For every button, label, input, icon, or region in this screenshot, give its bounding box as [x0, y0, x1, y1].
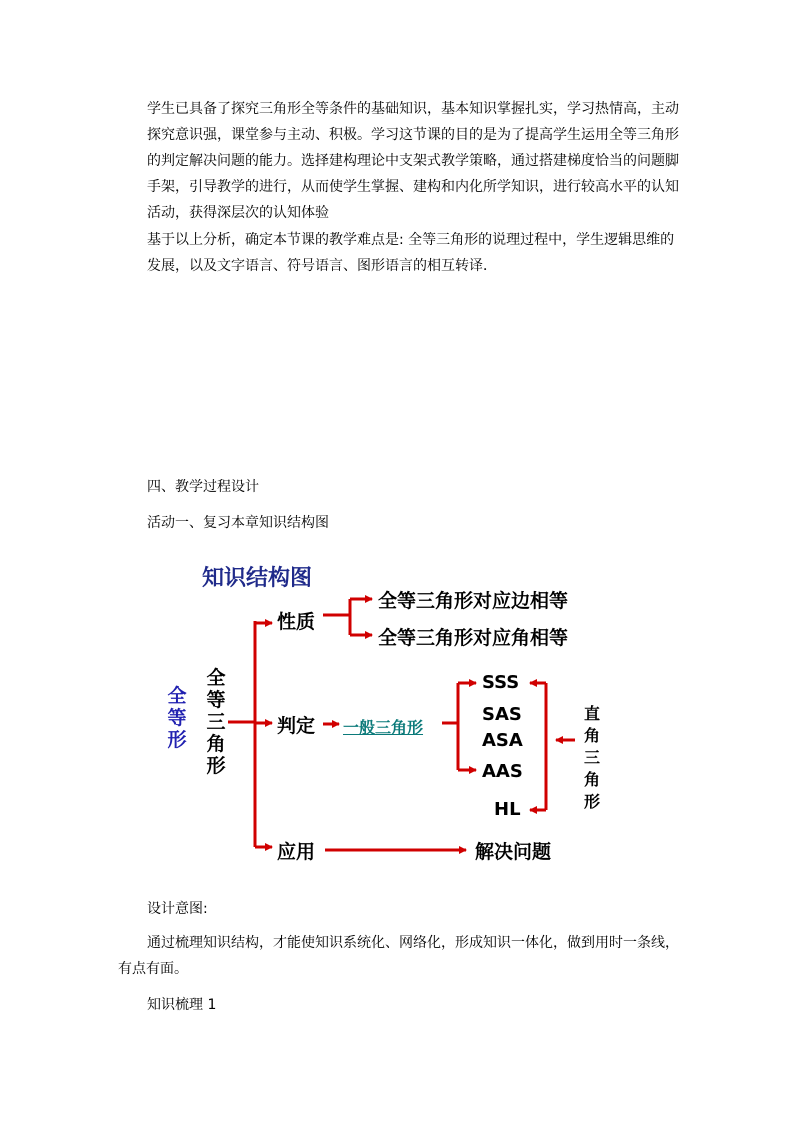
- general-triangle-link: 一般三角形: [343, 718, 424, 737]
- activity-heading: 活动一、复习本章知识结构图: [147, 515, 329, 531]
- criterion-asa: ASA: [482, 730, 523, 751]
- criterion-aas: AAS: [482, 761, 523, 782]
- difficulty-paragraph: 基于以上分析，确定本节课的教学难点是: 全等三角形的说理过程中，学生逻辑思维的发展，以及文字语言、符号语言、图形语言的相互转译．: [147, 232, 675, 274]
- knowledge-sort-heading: 知识梳理 1: [147, 997, 217, 1013]
- branch-judgement: 判定: [277, 715, 316, 737]
- section-heading: 四、教学过程设计: [147, 479, 259, 495]
- criterion-sss: SSS: [482, 672, 520, 693]
- design-intent-label: 设计意图:: [147, 901, 208, 917]
- criterion-hl: HL: [494, 799, 521, 820]
- property-angles: 全等三角形对应角相等: [378, 627, 569, 649]
- congruent-triangle-label: 全等三角形: [206, 667, 226, 777]
- design-intent-text: 通过梳理知识结构，才能使知识系统化、网络化，形成知识一体化，做到用时一条线，有点有面。: [118, 935, 679, 977]
- diagram-title: 知识结构图: [202, 566, 313, 591]
- branch-properties: 性质: [277, 611, 316, 633]
- branch-application: 应用: [277, 841, 316, 863]
- right-triangle-label: 直角三角形: [583, 704, 600, 811]
- criterion-sas: SAS: [482, 704, 522, 725]
- solve-problem-label: 解决问题: [475, 841, 552, 863]
- property-sides: 全等三角形对应边相等: [378, 590, 569, 612]
- intro-paragraph: 学生已具备了探究三角形全等条件的基础知识，基本知识掌握扎实，学习热情高，主动探究意识强，课堂参与主动、积极。学习这节课的目的是为了提高学生运用全等三角形的判定解决问题的能力。选择建构理论中支架式教学策略，通过搭建梯度恰当的问题脚手架，引导教学的进行，从而使学生掌握、建构和内化所学知识，进行较高水平的认知活动，获得深层次的认知体验: [147, 101, 679, 221]
- knowledge-structure-diagram: [150, 555, 620, 875]
- congruent-shape-label: 全等形: [167, 685, 187, 751]
